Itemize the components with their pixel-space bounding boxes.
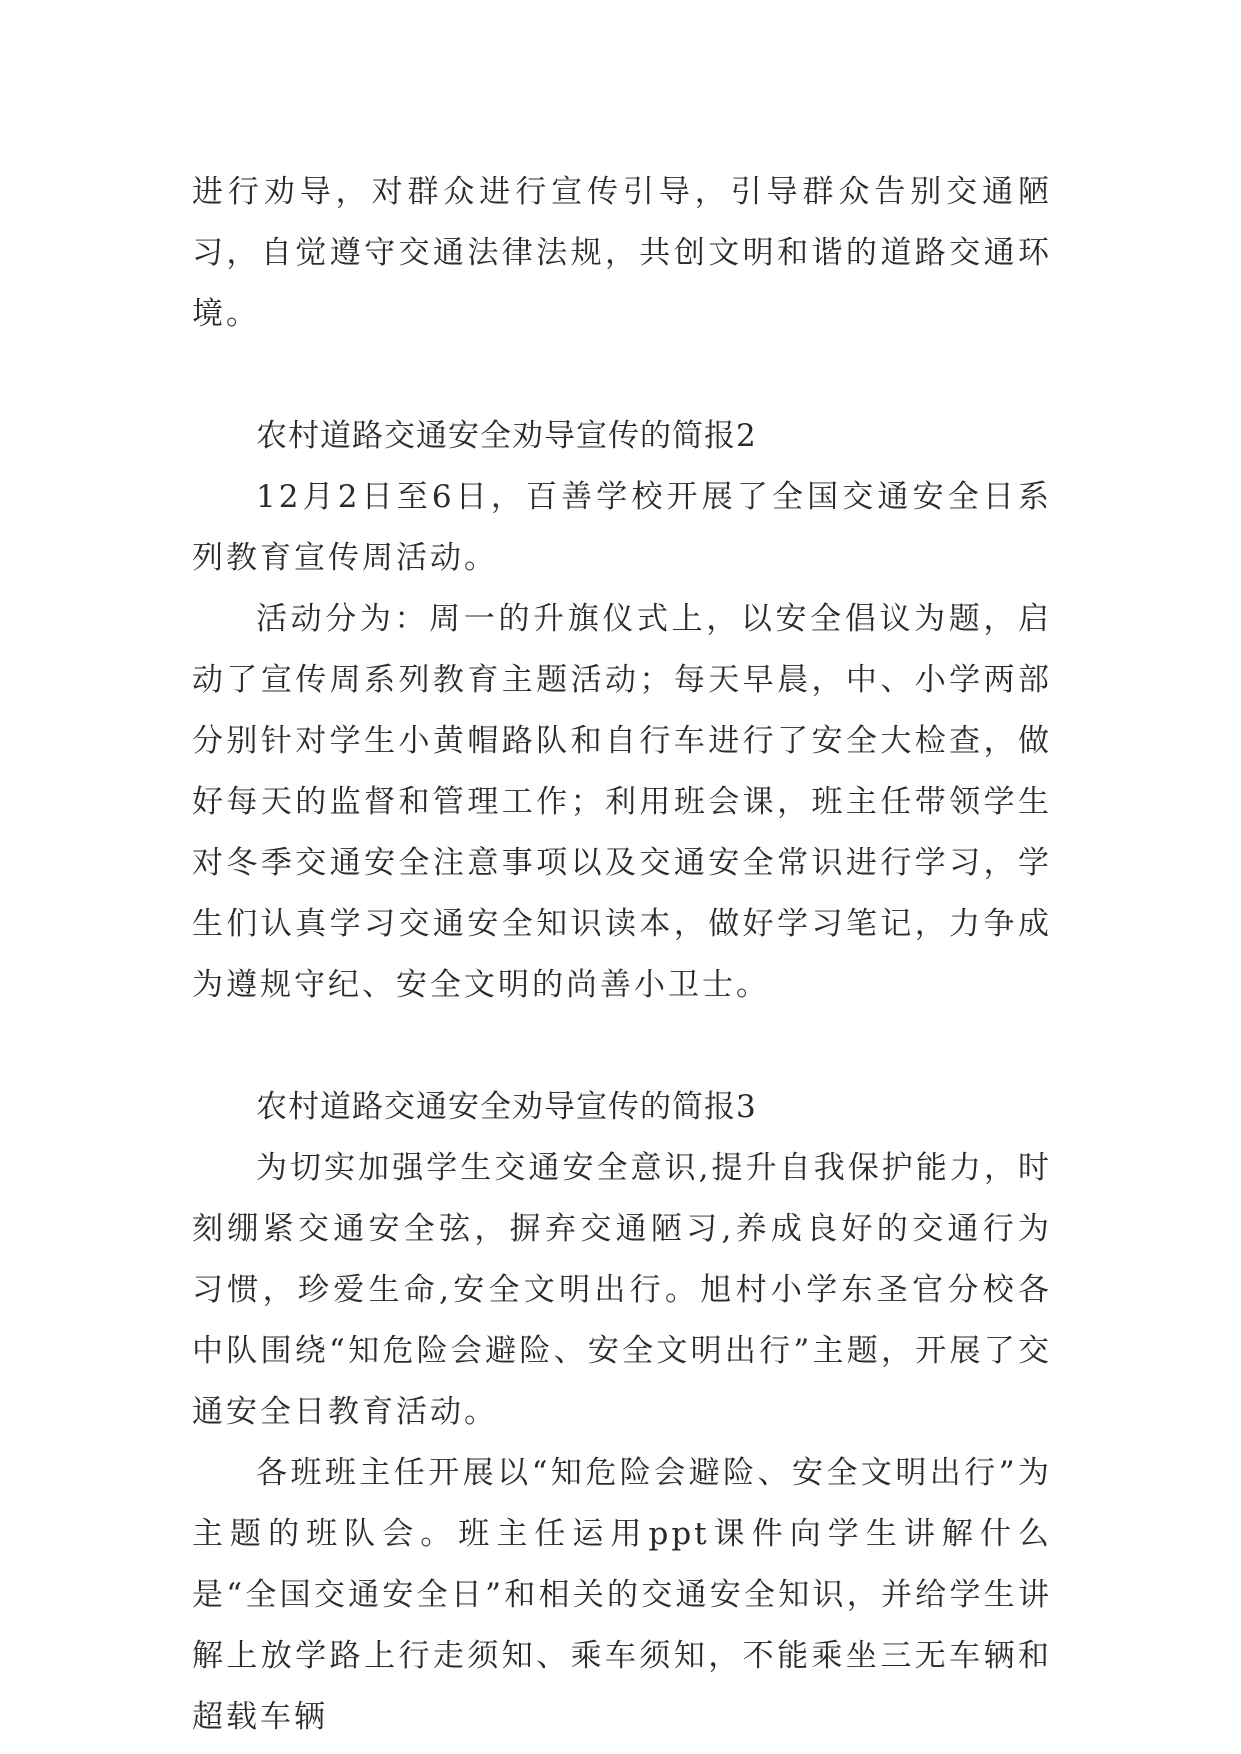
document-body: [192, 162, 1052, 1748]
paragraph-continuation: 进行劝导，对群众进行宣传引导，引导群众告别交通陋习，自觉遵守交通法律法规，共创文明和谐的道路交通环境。: [192, 174, 1052, 332]
section-heading-2: 农村道路交通安全劝导宣传的简报2: [256, 418, 757, 454]
paragraph-event-dates: 12月2日至6日，百善学校开展了全国交通安全日系列教育宣传周活动。: [192, 479, 1052, 576]
paragraph-safety-awareness: 为切实加强学生交通安全意识,提升自我保护能力，时刻绷紧交通安全弦，摒弃交通陋习,养成良好的交通行为习惯，珍爱生命,安全文明出行。旭村小学东圣官分校各中队围绕“知危险会避险、安全文明出行”主题，开展了交通安全日教育活动。: [192, 1150, 1052, 1430]
paragraph-activities: 活动分为：周一的升旗仪式上，以安全倡议为题，启动了宣传周系列教育主题活动；每天早晨，中、小学两部分别针对学生小黄帽路队和自行车进行了安全大检查，做好每天的监督和管理工作；利用班会课，班主任带领学生对冬季交通安全注意事项以及交通安全常识进行学习，学生们认真学习交通安全知识读本，做好学习笔记，力争成为遵规守纪、安全文明的尚善小卫士。: [192, 601, 1052, 1003]
paragraph-class-meeting: 各班班主任开展以“知危险会避险、安全文明出行”为主题的班队会。班主任运用ppt课件向学生讲解什么是“全国交通安全日”和相关的交通安全知识，并给学生讲解上放学路上行走须知、乘车须知，不能乘坐三无车辆和超载车辆: [192, 1455, 1052, 1735]
section-heading-3: 农村道路交通安全劝导宣传的简报3: [256, 1089, 757, 1125]
